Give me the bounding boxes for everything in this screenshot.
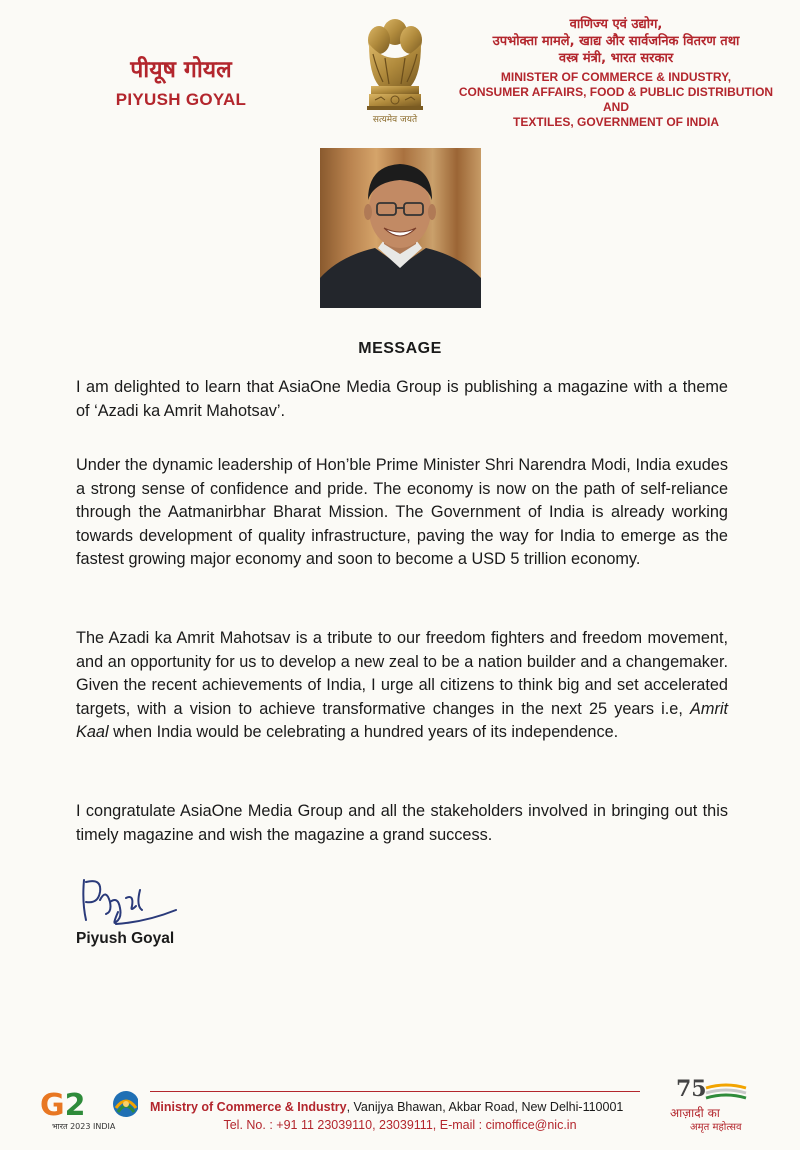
ministry-hindi-line-3: वस्त्र मंत्री, भारत सरकार [558, 51, 674, 66]
footer-address-line [150, 1100, 650, 1114]
aka-75-number: 75 [676, 1076, 707, 1102]
signature-name: Piyush Goyal [76, 930, 175, 947]
minister-name-block [96, 56, 266, 110]
minister-name-english: PIYUSH GOYAL [115, 90, 247, 109]
message-paragraph-4: I congratulate AsiaOne Media Group and all the stakeholders involved in bringing out this timely magazine and wish the magazine a grand success. [76, 802, 728, 844]
ministry-hindi-line-2: उपभोक्ता मामले, खाद्य और सार्वजनिक वितरण तथा [492, 34, 740, 49]
message-paragraph-3-part-a: The Azadi ka Amrit Mahotsav is a tribute to our freedom fighters and freedom movement, and an opportunity for us to develop a new zeal to be a nation builder and a changemaker. Given the recent achievements of India, I urge all citizens to think big and set accelerated targets, with a vision to achieve transformative changes in the next 25 years i.e, [76, 629, 728, 718]
message-paragraph-1: I am delighted to learn that AsiaOne Media Group is publishing a magazine with a theme of ‘Azadi ka Amrit Mahotsav’. [76, 378, 728, 420]
footer-address: , Vanijya Bhawan, Akbar Road, New Delhi-110001 [346, 1100, 624, 1114]
ministry-english-line-2: CONSUMER AFFAIRS, FOOD & PUBLIC DISTRIBUTION AND [458, 85, 774, 114]
message-paragraph-3 [76, 627, 728, 745]
g20-wordmark [40, 1088, 86, 1123]
message-paragraph-3-part-b: when India would be celebrating a hundred years of its independence. [108, 723, 619, 741]
handwritten-signature [76, 872, 186, 932]
message-title: MESSAGE [358, 340, 442, 357]
ministry-title-block [452, 16, 780, 130]
ministry-english-line-3: TEXTILES, GOVERNMENT OF INDIA [512, 115, 719, 129]
portrait-illustration [320, 148, 481, 308]
g20-subtitle: भारत 2023 INDIA [52, 1122, 116, 1131]
footer-divider [150, 1091, 640, 1092]
ministry-english-line-1: MINISTER OF COMMERCE & INDUSTRY, [500, 70, 732, 84]
message-paragraph-2: Under the dynamic leadership of Hon’ble Prime Minister Shri Narendra Modi, India exudes a strong sense of confidence and pride. The economy is now on the path of self-reliance through the Aatmanirbhar Bharat Mission. The Government of India is already working towards development of quality infrastructure, paving the way for India to emerge as the fastest growing major economy and soon to become a USD 5 trillion economy. [76, 456, 728, 568]
minister-portrait [320, 148, 481, 308]
amrit-kaal-emphasis: Amrit Kaal [76, 699, 728, 741]
g20-letter-g: G [40, 1088, 65, 1123]
aka-line-2: अमृत महोत्सव [690, 1122, 742, 1133]
ministry-hindi-line-1: वाणिज्य एवं उद्योग, [569, 17, 663, 32]
footer-ministry-name: Ministry of Commerce & Industry [150, 1100, 347, 1114]
aka-line-1: आज़ादी का [670, 1106, 720, 1120]
national-emblem-icon [355, 14, 435, 126]
minister-name-hindi: पीयूष गोयल [130, 57, 232, 83]
footer-contact-line: Tel. No. : +91 11 23039110, 23039111, E-mail : cimoffice@nic.in [223, 1118, 577, 1132]
g20-digits: 2 [64, 1088, 86, 1123]
emblem-motto: सत्यमेव जयते [372, 115, 418, 125]
